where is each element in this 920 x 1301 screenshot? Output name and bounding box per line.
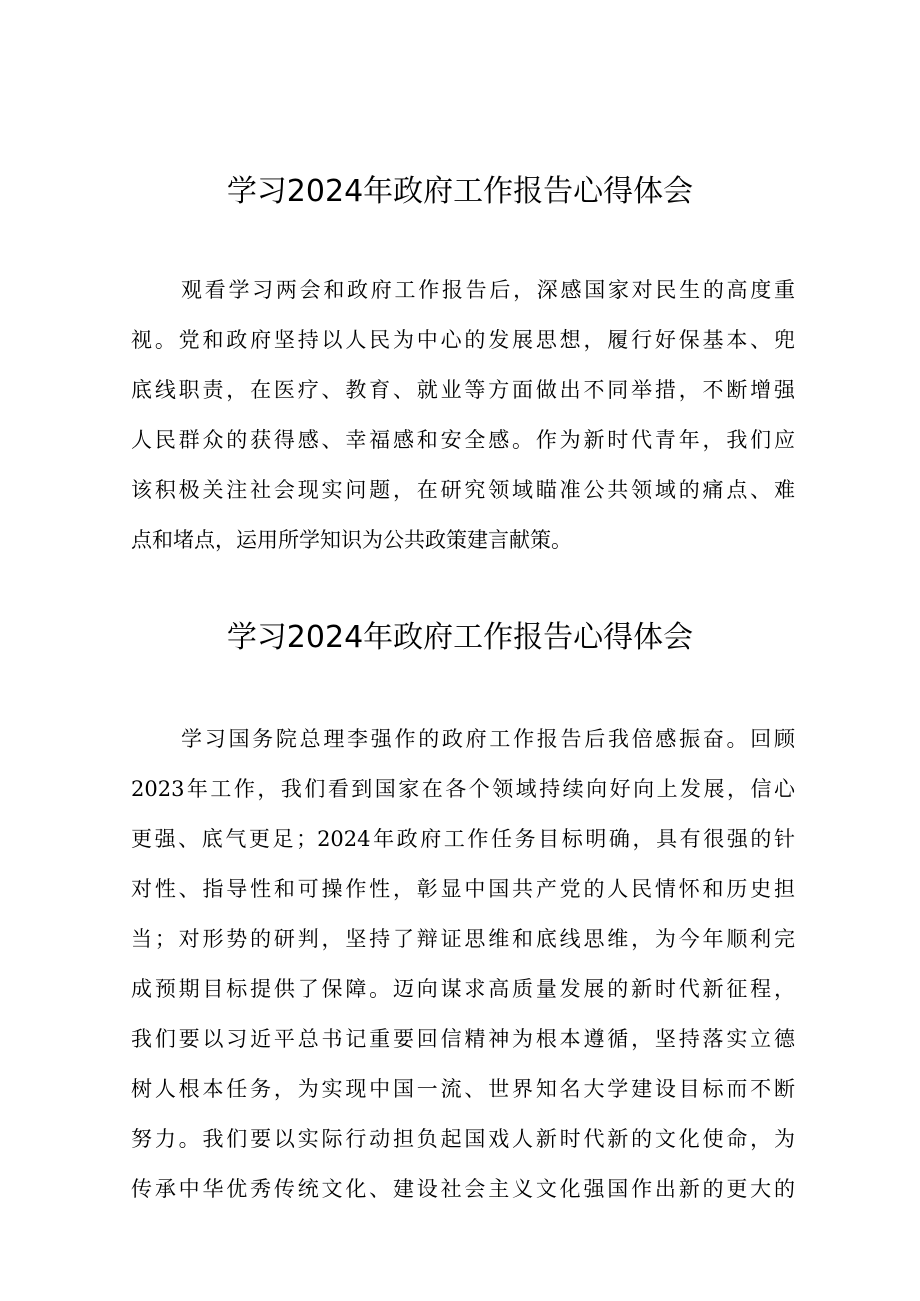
paragraph-line: 对性、指导性和可操作性，彰显中国共产党的人民情怀和历史担: [131, 877, 795, 901]
paragraph-line: 视。党和政府坚持以人民为中心的发展思想，履行好保基本、兜: [131, 328, 795, 352]
paragraph-line: 2023年工作，我们看到国家在各个领域持续向好向上发展，信心: [131, 777, 795, 801]
paragraph-line: 当；对形势的研判，坚持了辩证思维和底线思维，为今年顺利完: [131, 927, 795, 951]
body-paragraph: [131, 265, 795, 565]
paragraph-line: 成预期目标提供了保障。迈向谋求高质量发展的新时代新征程，: [131, 977, 795, 1001]
paragraph-line: 观看学习两会和政府工作报告后，深感国家对民生的高度重: [181, 278, 795, 302]
paragraph-line: 底线职责，在医疗、教育、就业等方面做出不同举措，不断增强: [131, 378, 795, 402]
paragraph-line: 树人根本任务，为实现中国一流、世界知名大学建设目标而不断: [131, 1077, 795, 1101]
paragraph-line: 点和堵点，运用所学知识为公共政策建言献策。: [131, 528, 572, 552]
paragraph-line: 学习国务院总理李强作的政府工作报告后我倍感振奋。回顾: [181, 727, 795, 751]
section-title: 学习2024年政府工作报告心得体会: [226, 620, 694, 655]
paragraph-line: 更强、底气更足；2024年政府工作任务目标明确，具有很强的针: [131, 827, 795, 851]
section-title: 学习2024年政府工作报告心得体会: [226, 174, 694, 209]
paragraph-line: 传承中华优秀传统文化、建设社会主义文化强国作出新的更大的: [131, 1177, 795, 1201]
paragraph-line: 该积极关注社会现实问题，在研究领域瞄准公共领域的痛点、难: [131, 478, 795, 502]
paragraph-line: 人民群众的获得感、幸福感和安全感。作为新时代青年，我们应: [131, 428, 795, 452]
body-paragraph: [131, 714, 795, 1214]
paragraph-line: 努力。我们要以实际行动担负起国戏人新时代新的文化使命，为: [131, 1127, 795, 1151]
paragraph-line: 我们要以习近平总书记重要回信精神为根本遵循，坚持落实立德: [131, 1027, 795, 1051]
